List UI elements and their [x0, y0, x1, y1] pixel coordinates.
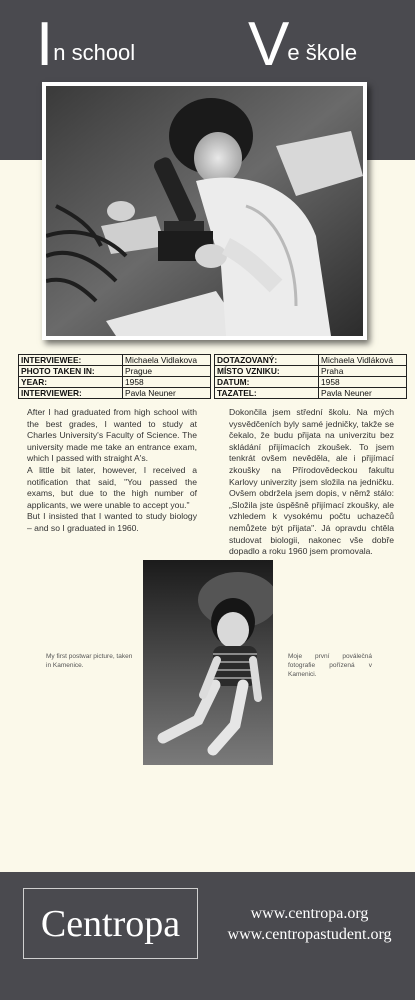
main-photo-illustration: [46, 86, 363, 336]
story-paragraph: A little bit later, however, I received a notification that said, "You passed the exams, but due to the high number of applicants, we were unable to accept you.": [27, 464, 197, 510]
story-paragraph: But I insisted that I wanted to study biology – and so I graduated in 1960.: [27, 511, 197, 533]
title-english-initial: I: [36, 10, 54, 79]
title-english-rest: n school: [53, 40, 136, 65]
title-english: [36, 10, 136, 79]
info-value: Pavla Neuner: [123, 388, 211, 399]
child-photo-illustration: [143, 560, 273, 765]
info-value: Michaela Vidlakova: [123, 355, 211, 366]
info-label: MÍSTO VZNIKU:: [215, 366, 319, 377]
info-label: PHOTO TAKEN IN:: [19, 366, 123, 377]
website-link-centropa[interactable]: www.centropa.org: [250, 905, 369, 922]
info-row: [19, 388, 211, 399]
centropa-logo-text: Centropa: [40, 902, 181, 945]
info-label: DOTAZOVANÝ:: [215, 355, 319, 366]
website-link-centropastudent[interactable]: www.centropastudent.org: [227, 926, 392, 943]
info-label: INTERVIEWEE:: [19, 355, 123, 366]
info-row: [19, 377, 211, 388]
photo-caption-czech: Moje první poválečná fotografie pořízená v Kamenici.: [288, 653, 372, 678]
centropa-logo[interactable]: [23, 888, 198, 959]
title-czech: [248, 10, 359, 79]
title-czech-initial: V: [248, 10, 290, 79]
info-row: [215, 355, 407, 366]
info-value: 1958: [319, 377, 407, 388]
info-label: INTERVIEWER:: [19, 388, 123, 399]
info-value: 1958: [123, 377, 211, 388]
main-photo-microscope: [42, 82, 367, 340]
story-text-czech: [229, 407, 394, 558]
info-row: [215, 388, 407, 399]
info-label: DATUM:: [215, 377, 319, 388]
info-row: [215, 366, 407, 377]
child-photo-kamenice: [143, 560, 273, 765]
info-row: [215, 377, 407, 388]
info-row: [19, 355, 211, 366]
photo-caption-english: My first postwar picture, taken in Kamenice.: [46, 653, 133, 669]
footer-band: [0, 872, 415, 1000]
info-value: Pavla Neuner: [319, 388, 407, 399]
info-value: Prague: [123, 366, 211, 377]
title-czech-rest: e škole: [287, 40, 358, 65]
info-value: Michaela Vidláková: [319, 355, 407, 366]
info-row: [19, 366, 211, 377]
story-text-english: [27, 407, 197, 535]
info-table-english: [18, 354, 211, 399]
info-label: YEAR:: [19, 377, 123, 388]
story-paragraph: After I had graduated from high school with the best grades, I wanted to study at Charles University's Faculty of Science. The university made me take an entrance exam, which I passed with straight A's.: [27, 407, 197, 464]
story-paragraph: Dokončila jsem střední školu. Na mých vysvědčeních byly samé jedničky, takže se čekalo, že budu přijata na univerzitu bez skládání přijímacích zkoušek. To jsem tenkrát ovšem nevěděla, ale i přijímací zkoušky na Přírodovědeckou fakultu Karlovy univerzity jsem složila na jedničku. Ovšem obdržela jsem dopis, v němž stálo: „Složila jste úspěšně přijímací zkoušky, ale vzhledem k vysokému počtu uchazečů nemůžete být přijata". Já opravdu chtěla studovat biologii, nakonec vše dobře dopadlo a roku 1960 jsem promovala.: [229, 407, 394, 557]
info-value: Praha: [319, 366, 407, 377]
info-table-czech: [214, 354, 407, 399]
info-label: TAZATEL:: [215, 388, 319, 399]
